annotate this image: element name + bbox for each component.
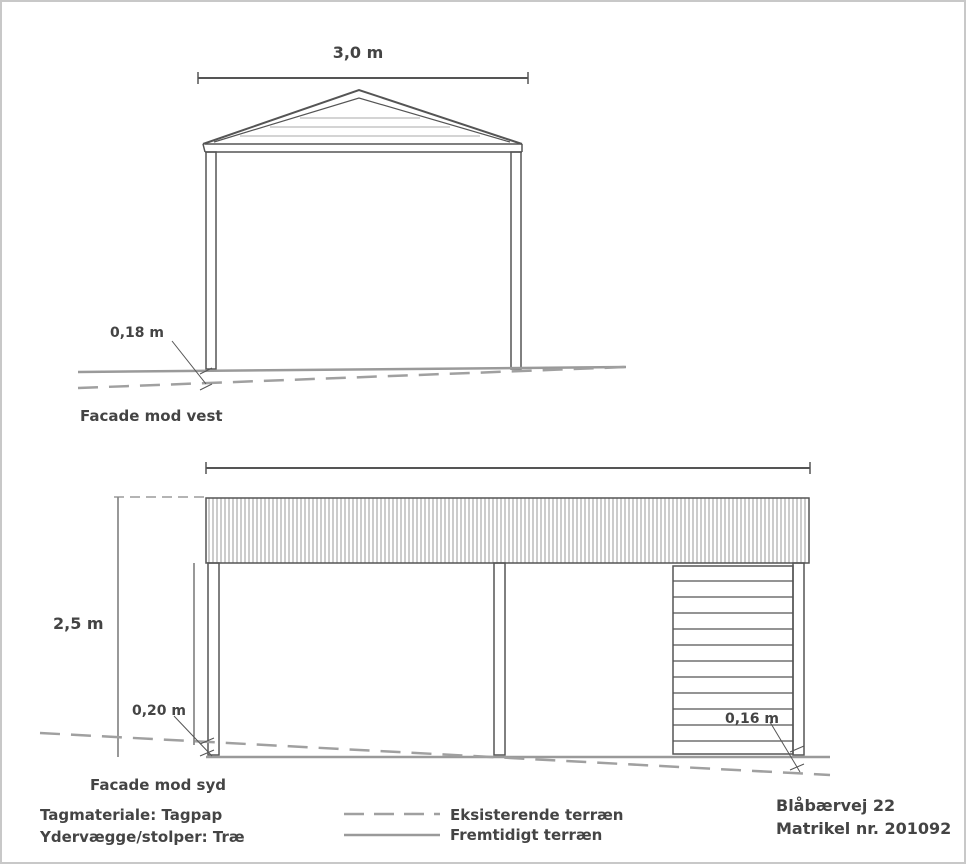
south-right-offset-label: 0,16 m — [725, 711, 780, 727]
west-facade-title: Facade mod vest — [80, 407, 223, 425]
address-parcel: Matrikel nr. 201092 — [776, 819, 952, 838]
legend-existing-terrain-label: Eksisterende terræn — [450, 806, 624, 824]
address-street: Blåbærvej 22 — [776, 796, 896, 815]
west-post-right — [511, 152, 521, 369]
legend-roof-material: Tagmateriale: Tagpap — [40, 806, 223, 824]
legend-walls: Ydervægge/stolper: Træ — [40, 828, 245, 846]
south-post-2 — [494, 563, 505, 755]
west-offset-label: 0,18 m — [110, 325, 165, 341]
south-facade — [40, 462, 830, 775]
west-facade — [78, 72, 626, 390]
south-height-label: 2,5 m — [53, 614, 104, 633]
south-roof-band — [206, 498, 809, 563]
south-post-1 — [208, 563, 219, 755]
south-left-offset-label: 0,20 m — [132, 703, 187, 719]
west-post-left — [206, 152, 216, 369]
west-width-label: 3,0 m — [332, 43, 384, 62]
west-roof-inner — [214, 98, 510, 142]
south-facade-title: Facade mod syd — [90, 776, 226, 794]
south-post-3 — [793, 563, 804, 755]
legend-future-terrain-label: Fremtidigt terræn — [450, 826, 603, 844]
